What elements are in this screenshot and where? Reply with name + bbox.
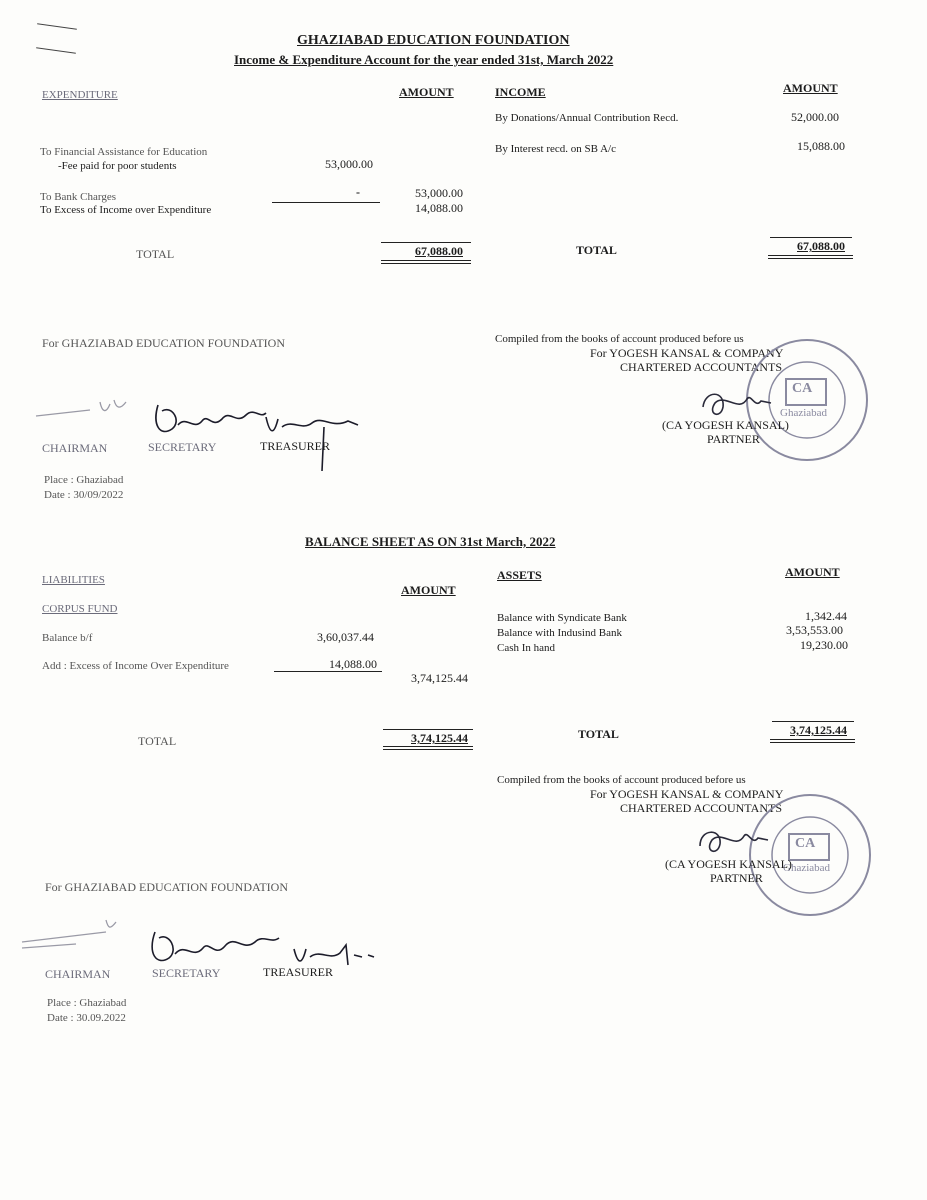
treasurer-label-2: TREASURER — [263, 965, 334, 979]
liab-total-amount: 3,74,125.44 — [411, 731, 468, 745]
corpus-total: 3,74,125.44 — [411, 671, 468, 685]
firm-name-2: For YOGESH KANSAL & COMPANY — [590, 787, 784, 801]
partner-1: PARTNER — [707, 432, 760, 446]
balance-bf: Balance b/f — [42, 632, 93, 644]
exp-item-fee-paid: -Fee paid for poor students — [58, 160, 177, 172]
date-2: Date : 30.09.2022 — [47, 1012, 126, 1024]
assets-total-amount: 3,74,125.44 — [790, 723, 847, 737]
assets-amount-header: AMOUNT — [785, 565, 840, 579]
add-excess-amount: 14,088.00 — [329, 657, 377, 671]
inc-total-label: TOTAL — [576, 243, 617, 257]
seal-2-center: CA — [795, 836, 816, 851]
inc-total-double-rule — [768, 255, 853, 259]
ca-title-1: CHARTERED ACCOUNTANTS — [620, 360, 782, 374]
inc-item2-amount: 15,088.00 — [797, 139, 845, 153]
treasurer-label-1: TREASURER — [260, 439, 331, 453]
inc-total-amount: 67,088.00 — [797, 239, 845, 253]
firm-name-1: For YOGESH KANSAL & COMPANY — [590, 346, 784, 360]
chairman-signature-2 — [16, 912, 126, 962]
ca-signature-2 — [690, 822, 770, 862]
assets-total-double-rule — [770, 739, 855, 743]
exp-item-bank-charges: To Bank Charges — [40, 191, 117, 203]
chairman-label-1: CHAIRMAN — [42, 441, 108, 455]
seal-1-center: CA — [792, 381, 813, 396]
inc-item1-amount: 52,000.00 — [791, 110, 839, 124]
seal-2-city: Ghaziabad — [783, 862, 831, 874]
ca-name-1: (CA YOGESH KANSAL) — [662, 418, 789, 432]
assets-header: ASSETS — [497, 568, 542, 582]
amount-header: AMOUNT — [399, 85, 454, 99]
chairman-label-2: CHAIRMAN — [45, 967, 111, 981]
exp-item3-amount: 14,088.00 — [415, 201, 463, 215]
secretary-signature-1 — [150, 395, 270, 445]
subtotal-rule — [272, 202, 380, 203]
exp-total-double-rule — [381, 260, 471, 264]
liab-total-top-rule — [383, 729, 473, 730]
corpus-fund-header: CORPUS FUND — [42, 603, 118, 615]
expenditure-header: EXPENDITURE — [42, 89, 118, 101]
exp-total-amount: 67,088.00 — [415, 244, 463, 258]
assets-total-top-rule — [772, 721, 854, 722]
scan-mark — [36, 47, 76, 54]
compiled-note-1: Compiled from the books of account produced before us — [495, 333, 744, 345]
place-1: Place : Ghaziabad — [44, 474, 124, 486]
corpus-subtotal-rule — [274, 671, 382, 672]
exp-item-excess: To Excess of Income over Expenditure — [40, 204, 212, 216]
exp-item1-amount: 53,000.00 — [415, 186, 463, 200]
scan-mark — [37, 23, 77, 30]
bs-title: BALANCE SHEET AS ON 31st March, 2022 — [305, 534, 556, 549]
secretary-label-2: SECRETARY — [152, 966, 221, 980]
exp-item2-sub-amount: - — [356, 185, 360, 199]
for-org-2: For GHAZIABAD EDUCATION FOUNDATION — [45, 880, 288, 894]
ie-title: Income & Expenditure Account for the year ended 31st, March 2022 — [234, 52, 614, 67]
asset-syndicate-bank: Balance with Syndicate Bank — [497, 612, 627, 624]
balance-bf-amount: 3,60,037.44 — [317, 630, 374, 644]
for-org-1: For GHAZIABAD EDUCATION FOUNDATION — [42, 336, 285, 350]
seal-1-city: Ghaziabad — [780, 407, 828, 419]
income-amount-header: AMOUNT — [783, 81, 838, 95]
exp-item-financial-assistance: To Financial Assistance for Education — [40, 146, 208, 158]
inc-total-top-rule — [770, 237, 852, 238]
income-header: INCOME — [495, 85, 546, 99]
partner-2: PARTNER — [710, 871, 763, 885]
asset-cash-in-hand: Cash In hand — [497, 642, 556, 654]
assets-total-label: TOTAL — [578, 727, 619, 741]
asset-syndicate-amount: 1,342.44 — [805, 609, 847, 623]
exp-total-top-rule — [381, 242, 471, 243]
asset-indusind-amount: 3,53,553.00 — [786, 623, 843, 637]
inc-item-interest: By Interest recd. on SB A/c — [495, 143, 616, 155]
exp-total-label: TOTAL — [136, 247, 175, 261]
inc-item-donations: By Donations/Annual Contribution Recd. — [495, 112, 679, 124]
liabilities-header: LIABILITIES — [42, 574, 105, 586]
liab-total-label: TOTAL — [138, 734, 177, 748]
ca-title-2: CHARTERED ACCOUNTANTS — [620, 801, 782, 815]
liab-total-double-rule — [383, 746, 473, 750]
asset-indusind-bank: Balance with Indusind Bank — [497, 627, 622, 639]
date-1: Date : 30/09/2022 — [44, 489, 124, 501]
compiled-note-2: Compiled from the books of account produced before us — [497, 774, 746, 786]
add-excess: Add : Excess of Income Over Expenditure — [42, 660, 229, 672]
secretary-label-1: SECRETARY — [148, 440, 217, 454]
org-title: GHAZIABAD EDUCATION FOUNDATION — [297, 33, 570, 48]
exp-item1-sub-amount: 53,000.00 — [325, 157, 373, 171]
ca-name-2: (CA YOGESH KANSAL) — [665, 857, 792, 871]
chairman-signature-1 — [30, 392, 130, 432]
bs-amount-header: AMOUNT — [401, 583, 456, 597]
place-2: Place : Ghaziabad — [47, 997, 127, 1009]
asset-cash-amount: 19,230.00 — [800, 638, 848, 652]
